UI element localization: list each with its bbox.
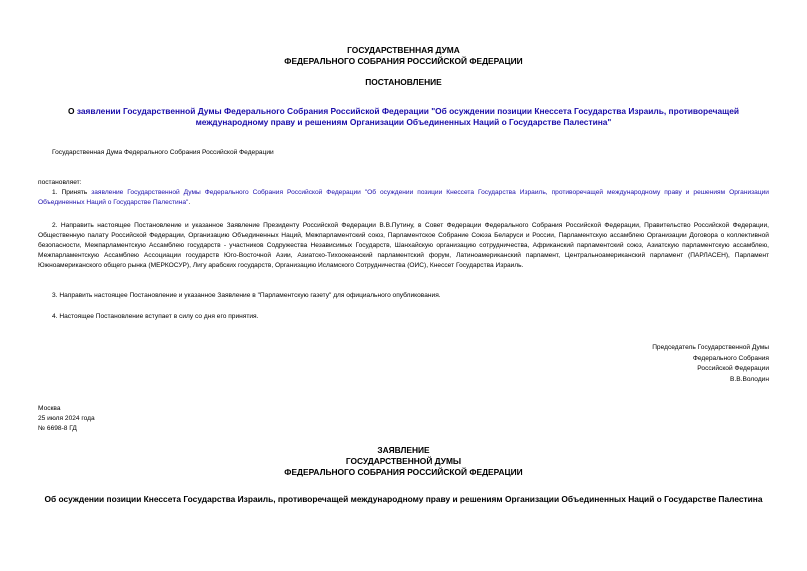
document-title — [40, 106, 767, 128]
statement-line-2: ГОСУДАРСТВЕННОЙ ДУМЫ — [345, 456, 462, 466]
signature-name: В.В.Володин — [730, 375, 769, 383]
item-2: 2. Направить настоящее Постановление и указанное Заявление Президенту Российской Федерации В.В.Путину, в Совет Федерации Федерального Собрания Российской Федерации, Правительство Российской Федерации, Общественную палату Российской Федерации, Организацию Объединенных Наций, Межпарламентский союз, Парламентское Собрание Союза Беларуси и России, Парламентскую ассамблею Организации Договора о коллективной безопасности, Межпарламентскую Ассамблею государств - участников Содружества Независимых Государств, Шанхайскую организацию сотрудничества, Африканский парламентский союз, Азиатскую парламентскую ассамблею, Межпарламентскую Ассамблею Ассоциации государств Юго-Восточной Азии, Азиатско-Тихоокеанский парламентский форум, Латиноамериканский парламент, Центральноамериканский парламент (ПАРЛАСЕН), Парламент Южноамериканского общего рынка (МЕРКОСУР), Лигу арабских государств, Организацию Исламского Сотрудничества (ОИС), Кнессет Государства Израиль. — [38, 222, 769, 269]
meta-number: № 6698-8 ГД — [38, 425, 77, 433]
item-3: 3. Направить настоящее Постановление и указанное Заявление в "Парламентскую газету" для официального опубликования. — [52, 292, 441, 299]
item-1-tail: . — [188, 199, 191, 206]
signature-line-1: Председатель Государственной Думы — [652, 344, 769, 351]
item-1 — [38, 188, 769, 208]
title-link[interactable]: заявлении Государственной Думы Федерального Собрания Российской Федерации "Об осуждении позиции Кнессета Государства Израиль, противоречащей международному праву и решениям Организации Объединенных Наций о Государстве Палестина" — [76, 106, 739, 127]
document-meta — [38, 404, 95, 435]
statement-line-3: ФЕДЕРАЛЬНОГО СОБРАНИЯ РОССИЙСКОЙ ФЕДЕРАЦИИ — [284, 467, 523, 477]
statement-title: Об осуждении позиции Кнессета Государства Израиль, противоречащей международному праву и решениям Организации Объединенных Наций о Государстве Палестина — [44, 494, 763, 504]
item-1-verb: Принять — [61, 189, 88, 196]
item-4: 4. Настоящее Постановление вступает в силу со дня его принятия. — [52, 313, 259, 320]
title-prefix: О — [67, 106, 77, 116]
statement-header — [0, 445, 807, 478]
document-type: ПОСТАНОВЛЕНИЕ — [365, 77, 442, 87]
document-header — [0, 45, 807, 67]
header-line-2: ФЕДЕРАЛЬНОГО СОБРАНИЯ РОССИЙСКОЙ ФЕДЕРАЦИИ — [284, 56, 523, 66]
statement-line-1: ЗАЯВЛЕНИЕ — [377, 445, 430, 455]
decides-label: постановляет: — [38, 179, 82, 186]
intro-paragraph: Государственная Дума Федерального Собрания Российской Федерации — [52, 149, 274, 156]
signature-block — [549, 343, 769, 385]
item-1-number: 1. — [52, 189, 58, 196]
signature-line-3: Российской Федерации — [697, 365, 769, 372]
header-line-1: ГОСУДАРСТВЕННАЯ ДУМА — [347, 45, 460, 55]
meta-city: Москва — [38, 405, 61, 412]
meta-date: 25 июля 2024 года — [38, 415, 95, 423]
item-1-link[interactable]: заявление Государственной Думы Федерального Собрания Российской Федерации "Об осуждении позиции Кнессета Государства Израиль, противоречащей международному праву и решениям Организации Объединенных Наций о Государстве Палестина" — [38, 189, 769, 206]
signature-line-2: Федерального Собрания — [692, 354, 769, 362]
